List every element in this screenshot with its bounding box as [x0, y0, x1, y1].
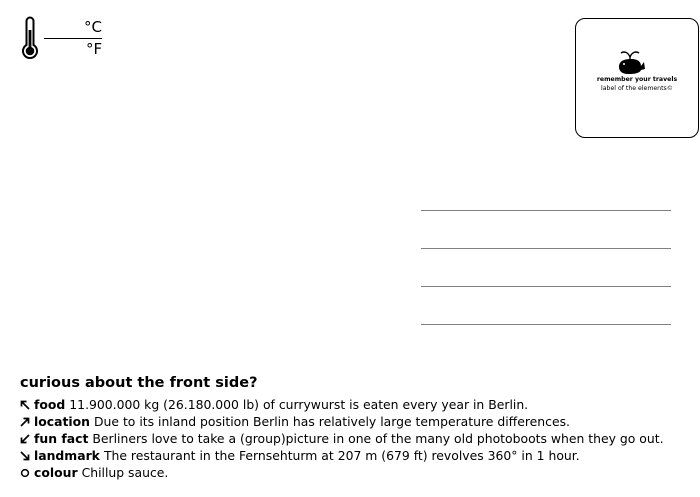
whale-icon: [616, 49, 646, 75]
arrow-down-left-icon: [20, 434, 30, 444]
address-line: [421, 210, 671, 211]
celsius-unit: °C: [84, 18, 102, 36]
fact-text: Due to its inland position Berlin has relatively large temperature differences.: [93, 414, 570, 429]
fact-colour: [20, 464, 664, 481]
fact-text: Berliners love to take a (group)picture in one of the many old photoboots when they go out.: [92, 431, 664, 446]
fact-food: [20, 396, 664, 413]
facts-list: [20, 396, 664, 481]
arrow-down-right-icon: [20, 451, 30, 461]
address-line: [421, 324, 671, 325]
stamp-box: [575, 18, 699, 138]
fact-landmark: [20, 447, 664, 464]
fact-key: landmark: [34, 448, 100, 463]
arrow-up-left-icon: [20, 400, 30, 410]
fact-text: 11.900.000 kg (26.180.000 lb) of currywurst is eaten every year in Berlin.: [69, 397, 529, 412]
address-line: [421, 286, 671, 287]
fact-key: location: [34, 414, 90, 429]
facts-heading: curious about the front side?: [20, 375, 258, 391]
fact-key: colour: [34, 465, 78, 480]
temperature-divider: [44, 38, 102, 39]
stamp-subtitle: label of the elements©: [601, 85, 673, 92]
fact-text: Chillup sauce.: [81, 465, 169, 480]
thermometer-icon: [20, 16, 40, 60]
address-line: [421, 248, 671, 249]
fact-location: [20, 413, 664, 430]
fact-key: fun fact: [34, 431, 89, 446]
fahrenheit-unit: °F: [86, 40, 103, 58]
circle-icon: [20, 468, 30, 478]
fact-text: The restaurant in the Fernsehturm at 207 m (679 ft) revolves 360° in 1 hour.: [103, 448, 580, 463]
stamp-title: remember your travels: [596, 76, 678, 83]
fact-key: food: [34, 397, 66, 412]
arrow-up-right-icon: [20, 417, 30, 427]
fact-fun-fact: [20, 430, 664, 447]
